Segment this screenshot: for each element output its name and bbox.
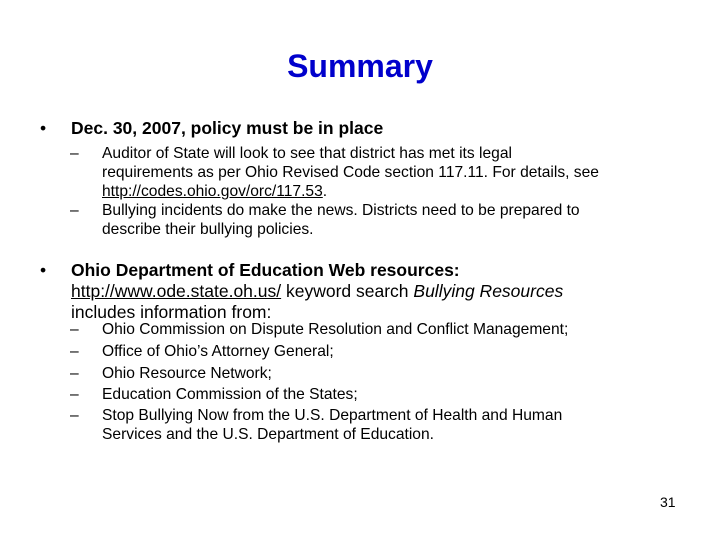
slide-title: Summary <box>287 48 433 84</box>
sub-bullet-news <box>70 201 670 241</box>
bullet-heading: Dec. 30, 2007, policy must be in place <box>71 118 384 138</box>
dash-mark: – <box>70 343 79 360</box>
list-item-text: Stop Bullying Now from the U.S. Department of Health and Human <box>102 407 563 424</box>
list-item-text: Services and the U.S. Department of Education. <box>102 426 434 443</box>
keyword-text: keyword search <box>281 281 414 301</box>
bullet-mark: • <box>40 260 47 280</box>
orc-link[interactable]: http://codes.ohio.gov/orc/117.53 <box>102 183 323 200</box>
sub-line: Bullying incidents do make the news. Districts need to be prepared to <box>102 202 580 219</box>
list-item-text: Ohio Resource Network; <box>102 365 272 382</box>
list-item <box>70 406 670 446</box>
keyword-italic: Bullying Resources <box>413 281 564 301</box>
dash-mark: – <box>70 407 79 424</box>
dash-mark: – <box>70 365 79 382</box>
sub-bullet-auditor <box>70 144 670 204</box>
bullet-heading: Ohio Department of Education Web resources: <box>71 260 460 280</box>
bullet-mark: • <box>40 118 47 138</box>
list-item-text: Office of Ohio’s Attorney General; <box>102 343 334 360</box>
sub-line: describe their bullying policies. <box>102 221 314 238</box>
list-item-text: Ohio Commission on Dispute Resolution and Conflict Management; <box>102 321 569 338</box>
dash-mark: – <box>70 145 79 162</box>
page-number: 31 <box>660 494 676 510</box>
dash-mark: – <box>70 321 79 338</box>
dash-mark: – <box>70 386 79 403</box>
sub-line: requirements as per Ohio Revised Code section 117.11. For details, see <box>102 164 599 181</box>
list-item-text: Education Commission of the States; <box>102 386 358 403</box>
link-period: . <box>322 183 328 200</box>
ode-link[interactable]: http://www.ode.state.oh.us/ <box>71 281 282 301</box>
dash-mark: – <box>70 202 79 219</box>
sub-line: Auditor of State will look to see that district has met its legal <box>102 145 512 162</box>
includes-line: includes information from: <box>71 302 272 322</box>
